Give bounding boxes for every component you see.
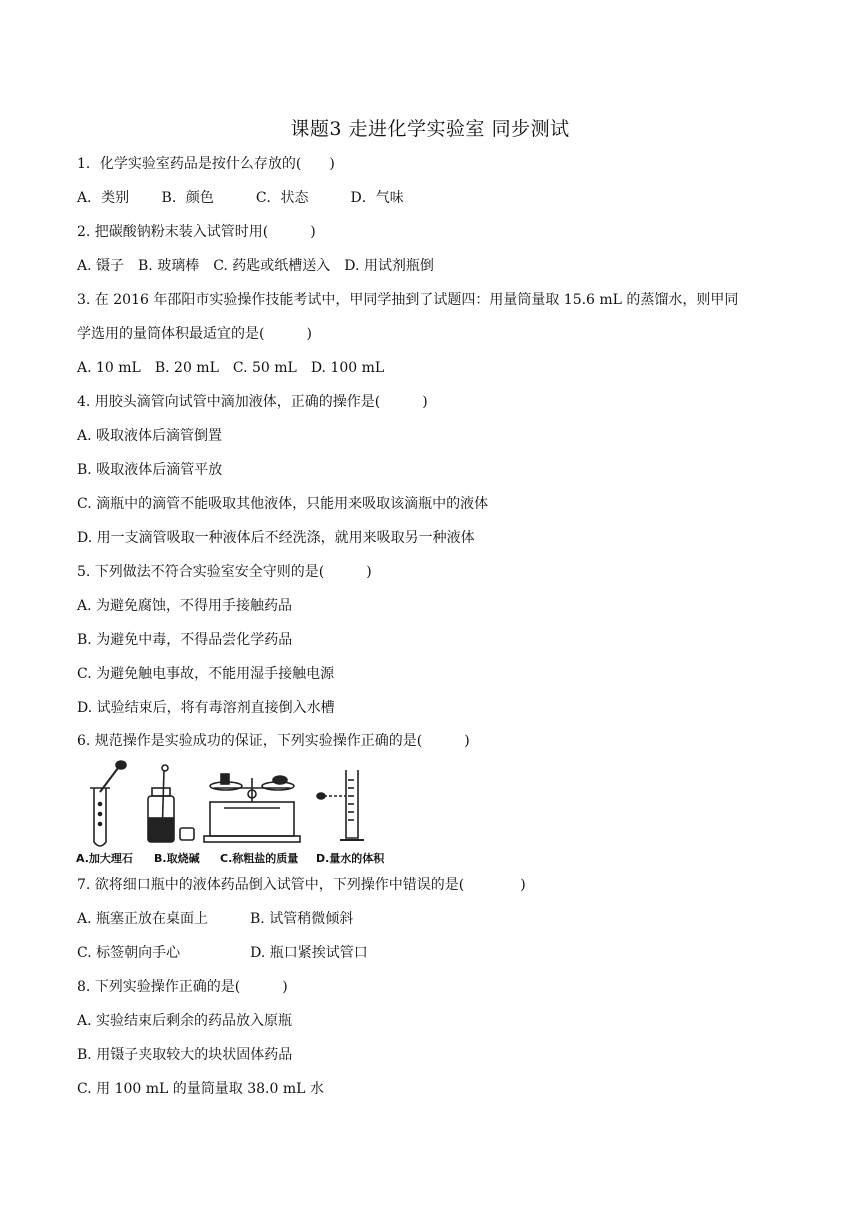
question-8-option-a: A. 实验结束后剩余的药品放入原瓶 — [77, 1013, 293, 1029]
question-5-option-c: C. 为避免触电事故，不能用湿手接触电源 — [77, 666, 335, 682]
figure-caption-b: B.取烧碱 — [154, 852, 200, 865]
question-3: 3. 在 2016 年邵阳市实验操作技能考试中，甲同学抽到了试题四：用量筒量取 15.6 mL 的蒸馏水，则甲同 — [77, 292, 739, 308]
question-3-continued: 学选用的量筒体积最适宜的是( ) — [77, 326, 312, 342]
question-5-option-a: A. 为避免腐蚀，不得用手接触药品 — [77, 598, 293, 614]
question-5-option-b: B. 为避免中毒，不得品尝化学药品 — [77, 632, 293, 648]
question-3-options: A. 10 mL B. 20 mL C. 50 mL D. 100 mL — [77, 360, 385, 376]
question-6: 6. 规范操作是实验成功的保证，下列实验操作正确的是( ) — [77, 733, 470, 749]
question-5: 5. 下列做法不符合实验室安全守则的是( ) — [77, 564, 372, 580]
question-4: 4. 用胶头滴管向试管中滴加液体，正确的操作是( ) — [77, 394, 428, 410]
question-4-option-c: C. 滴瓶中的滴管不能吸取其他液体，只能用来吸取该滴瓶中的液体 — [77, 496, 489, 512]
question-4-option-a: A. 吸取液体后滴管倒置 — [77, 428, 223, 444]
question-1: 1．化学实验室药品是按什么存放的( ) — [77, 156, 335, 172]
question-7-options-cd: C. 标签朝向手心 D. 瓶口紧挨试管口 — [77, 945, 368, 961]
question-8: 8. 下列实验操作正确的是( ) — [77, 979, 288, 995]
question-5-option-d: D. 试验结束后，将有毒溶剂直接倒入水槽 — [77, 700, 335, 716]
question-1-options: A．类别 B．颜色 C．状态 D．气味 — [77, 190, 404, 206]
figure-caption-d: D.量水的体积 — [316, 852, 385, 865]
question-4-option-d: D. 用一支滴管吸取一种液体后不经洗涤，就用来吸取另一种液体 — [77, 530, 475, 546]
question-8-option-b: B. 用镊子夹取较大的块状固体药品 — [77, 1047, 293, 1063]
figure-caption-a: A.加大理石 — [76, 852, 133, 865]
question-4-option-b: B. 吸取液体后滴管平放 — [77, 462, 223, 478]
lab-operations-figure — [76, 758, 406, 870]
question-7: 7. 欲将细口瓶中的液体药品倒入试管中，下列操作中错误的是( ) — [77, 877, 526, 893]
question-8-option-c: C. 用 100 mL 的量筒量取 38.0 mL 水 — [77, 1081, 324, 1097]
figure-caption-c: C.称粗盐的质量 — [220, 852, 299, 865]
question-7-options-ab: A. 瓶塞正放在桌面上 B. 试管稍微倾斜 — [77, 911, 354, 927]
question-2: 2. 把碳酸钠粉末装入试管时用( ) — [77, 224, 316, 240]
question-2-options: A. 镊子 B. 玻璃棒 C. 药匙或纸槽送入 D. 用试剂瓶倒 — [77, 258, 434, 274]
page-title: 课题3 走进化学实验室 同步测试 — [290, 118, 570, 140]
